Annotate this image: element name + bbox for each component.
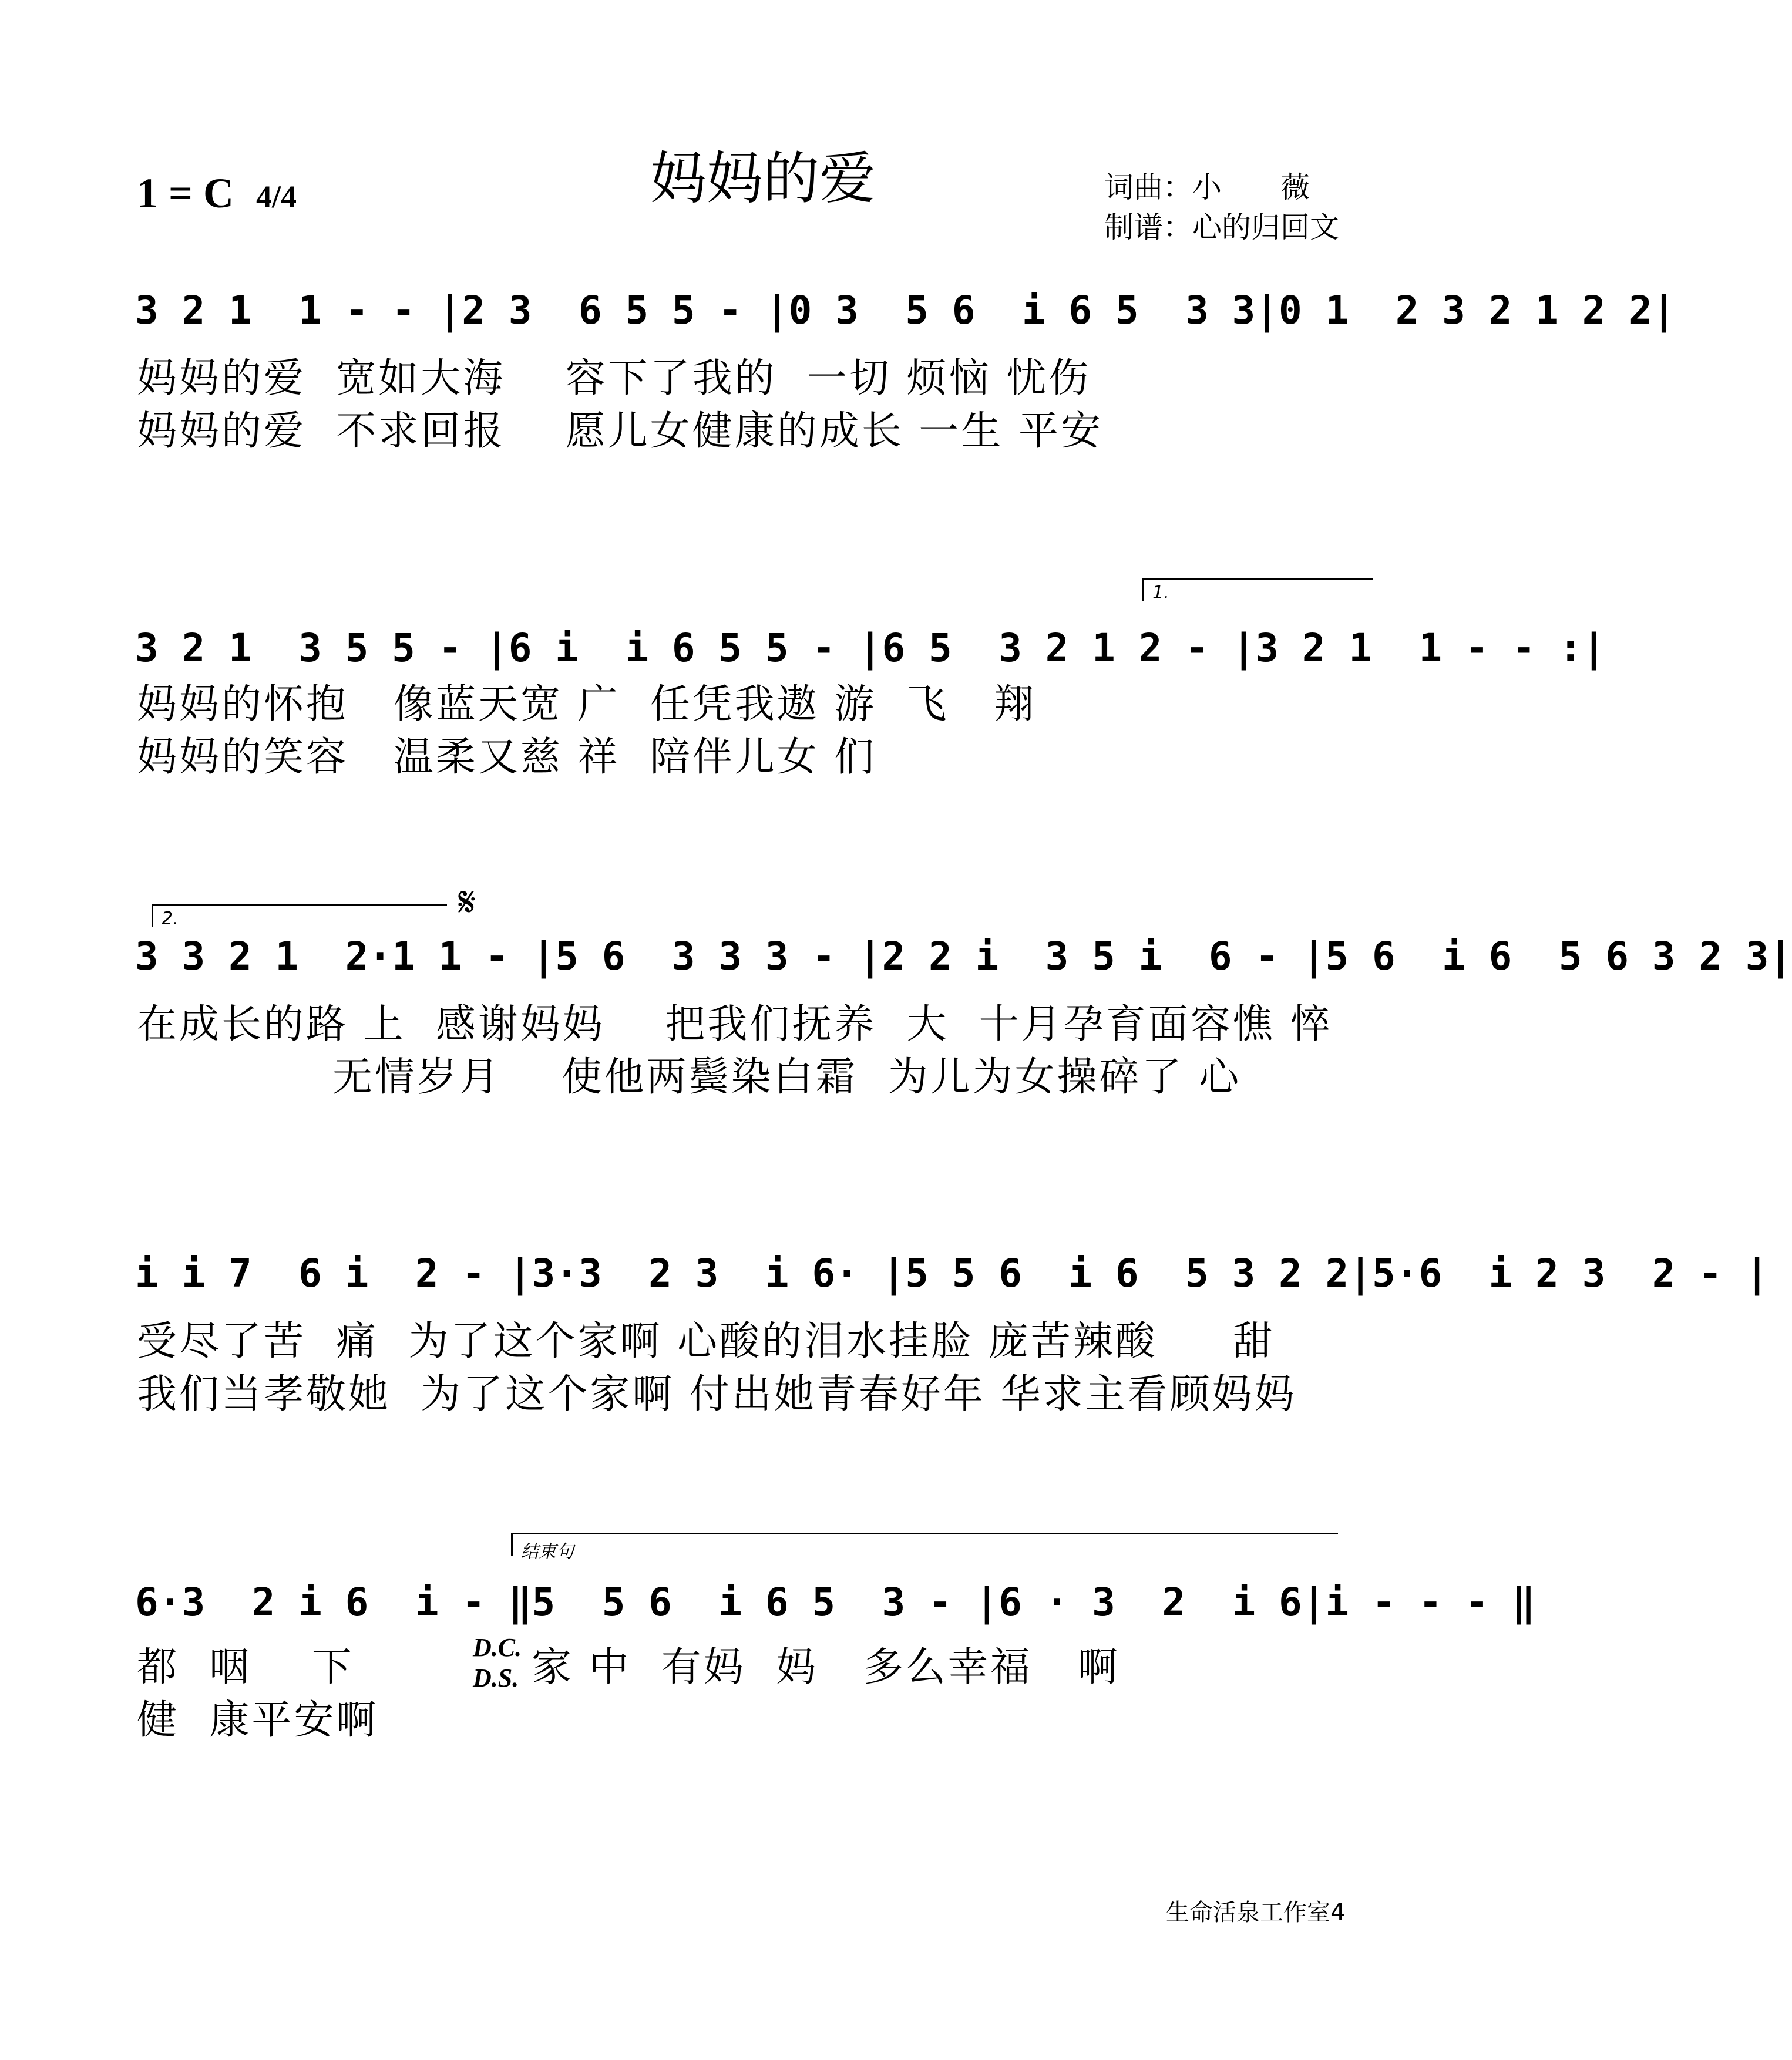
lyrics-3-verse-2: 无情岁月 使他两鬓染白霜 为儿为女操碎了 心 xyxy=(137,1054,1242,1100)
notes-line-4: i i 7 6 i 2 - |3·3 2 3 i 6· |5 5 6 i 6 5 3 2 2|5·6 i 2 3 2 - | xyxy=(135,1251,1769,1296)
coda-bracket xyxy=(511,1533,1338,1562)
time-signature: 4/4 xyxy=(256,179,297,214)
segno-sign: 𝄋 xyxy=(458,878,476,926)
lyrics-1-verse-2: 妈妈的爱 不求回报 愿儿女健康的成长 一生 平安 xyxy=(137,408,1103,455)
lyrics-4-verse-1: 受尽了苦 痛 为了这个家啊 心酸的泪水挂脸 庞苦辣酸 甜 xyxy=(137,1318,1275,1365)
studio-footer: 生命活泉工作室4 xyxy=(1166,1899,1346,1926)
lyrics-5-verse-2: 健 康平安啊 xyxy=(137,1697,379,1743)
second-ending-bracket xyxy=(152,904,447,927)
dc-marking: D.C. xyxy=(473,1633,522,1662)
key-label: 1 = C xyxy=(137,170,234,217)
lyricist-composer: 词曲：小 薇 xyxy=(1104,170,1310,204)
ds-marking: D.S. xyxy=(473,1664,519,1692)
lyrics-2-verse-2: 妈妈的笑容 温柔又慈 祥 陪伴儿女 们 xyxy=(137,734,877,780)
notes-line-1: 3 2 1 1 - - |2 3 6 5 5 - |0 3 5 6 i 6 5 3 3|0 1 2 3 2 1 2 2| xyxy=(135,288,1676,333)
notes-line-3: 3 3 2 1 2·1 1 - |5 6 3 3 3 - |2 2 i 3 5 i 6 - |5 6 i 6 5 6 3 2 3| xyxy=(135,934,1792,979)
first-ending-bracket xyxy=(1142,578,1373,601)
key-signature xyxy=(137,169,297,218)
credits xyxy=(1104,167,1339,247)
first-ending-label: 1. xyxy=(1152,583,1169,603)
transcriber: 制谱：心的归回文 xyxy=(1104,210,1339,244)
lyrics-3-verse-1: 在成长的路 上 感谢妈妈 把我们抚养 大 十月孕育面容憔 悴 xyxy=(137,1001,1333,1048)
lyrics-4-verse-2: 我们当孝敬她 为了这个家啊 付出她青春好年 华求主看顾妈妈 xyxy=(137,1371,1297,1418)
coda-lyrics: 家 中 有妈 妈 多么幸福 啊 xyxy=(532,1644,1120,1691)
lyrics-2-verse-1: 妈妈的怀抱 像蓝天宽 广 任凭我遨 游 飞 翔 xyxy=(137,681,1037,728)
notes-line-2: 3 2 1 3 5 5 - |6 i i 6 5 5 - |6 5 3 2 1 2 - |3 2 1 1 - - :| xyxy=(135,625,1606,671)
coda-label: 结束句 xyxy=(521,1541,574,1562)
lyrics-1-verse-1: 妈妈的爱 宽如大海 容下了我的 一切 烦恼 忧伤 xyxy=(137,355,1091,402)
second-ending-label: 2. xyxy=(162,908,179,929)
song-title: 妈妈的爱 xyxy=(650,146,876,211)
notes-line-5: 6·3 2 i 6 i - ‖5 5 6 i 6 5 3 - |6 · 3 2 i 6|i - - - ‖ xyxy=(135,1580,1536,1625)
lyrics-5-verse-1: 都 咽 下 xyxy=(137,1644,354,1691)
